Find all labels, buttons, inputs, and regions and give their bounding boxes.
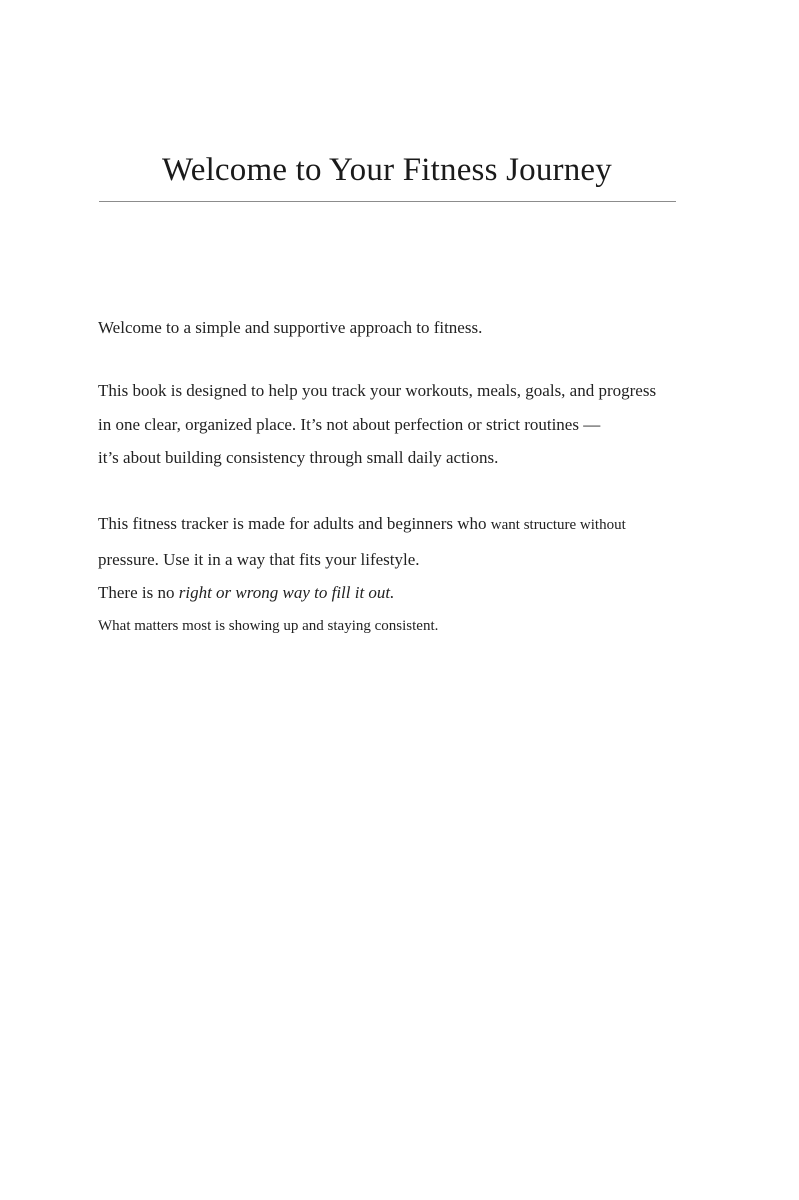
purpose-line-1: This book is designed to help you track your workouts, meals, goals, and progress (98, 381, 657, 400)
intro-line: Welcome to a simple and supportive approach to fitness. (98, 318, 483, 337)
audience-line-3 (98, 576, 698, 610)
purpose-line-2: in one clear, organized place. It’s not about perfection or strict routines — (98, 414, 601, 434)
audience-paragraph (98, 507, 698, 643)
intro-paragraph (98, 311, 698, 345)
audience-line-3-italic-text: right or wrong way to fill it out. (178, 583, 395, 602)
purpose-line-3: it’s about building consistency through small daily actions. (98, 448, 499, 467)
audience-line-1 (98, 507, 698, 543)
audience-line-1-small-text: want structure without (490, 517, 626, 533)
page-title: Welcome to Your Fitness Journey (162, 152, 612, 188)
title-divider (99, 201, 676, 202)
audience-line-4: What matters most is showing up and staying consistent. (98, 617, 439, 634)
purpose-paragraph (98, 374, 698, 475)
audience-line-2: pressure. Use it in a way that fits your lifestyle. (98, 549, 420, 569)
audience-line-3-text: There is no (98, 583, 179, 602)
audience-line-1-text: This fitness tracker is made for adults and beginners who (98, 514, 491, 533)
